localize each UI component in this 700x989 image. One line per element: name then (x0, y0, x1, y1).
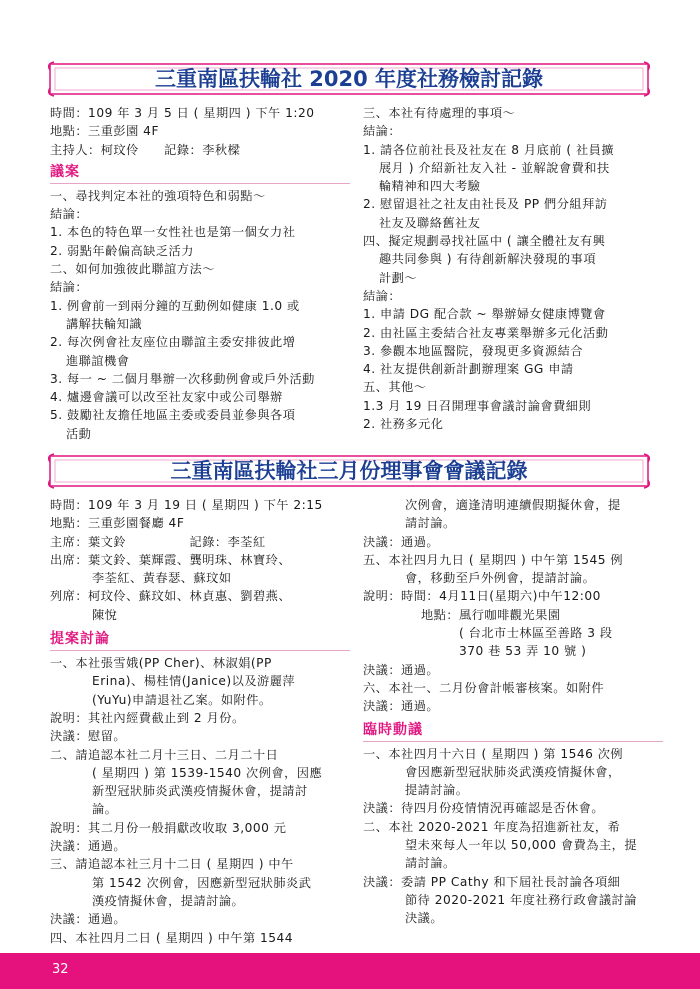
text-line: 展月 ) 介紹新社友入社 - 並解說會費和扶 (379, 160, 610, 175)
banner-title-2: 三重南區扶輪社三月份理事會會議記錄 (170, 459, 528, 483)
text-line: 二、請追認本社二月十三日、二月二十日 (50, 747, 279, 762)
text-line: 370 巷 53 弄 10 號 ) (459, 644, 587, 659)
text-line: 決議：委請 PP Cathy 和下屆社長討論各項細 (363, 874, 621, 889)
text-line: 說明：其二月份一般捐獻改收取 3,000 元 (50, 820, 287, 835)
text-line: 陳悅 (92, 607, 118, 622)
text-line: 李荃紅、黃春瑟、蘇玟如 (92, 571, 232, 586)
text-line: 結論： (50, 207, 89, 222)
text-line: 1.3 月 19 日召開理事會議討論會費細則 (363, 398, 592, 413)
text-line: 說明：時間：4月11日(星期六)中午12:00 (363, 589, 601, 604)
text-line: 五、其他～ (363, 380, 427, 395)
text-line: 活動 (66, 426, 92, 441)
text-line: 節待 2020-2021 年度社務行政會議討論 (405, 892, 637, 907)
text-line: 4. 爐邊會議可以改至社友家中或公司舉辦 (50, 390, 283, 405)
text-line: 輪精神和四大考驗 (379, 179, 481, 194)
text-line: 2. 弱點年齡偏高缺乏活力 (50, 243, 194, 258)
bottom-right-column (363, 496, 663, 928)
text-line: 望未來每人一年以 50,000 會費為主，提 (405, 838, 638, 853)
text-line: 論。 (92, 802, 118, 817)
text-line: 2. 由社區主委結合社友專業舉辦多元化活動 (363, 325, 609, 340)
text-line: 決議：通過。 (363, 534, 440, 549)
text-line: 地點：風行咖啡觀光果園 (421, 607, 561, 622)
text-line: 2. 慰留退社之社友由社長及 PP 們分組拜訪 (363, 197, 608, 212)
text-line: 進聯誼機會 (66, 353, 130, 368)
text-line: 會，移動至戶外例會，提請討論。 (405, 571, 596, 586)
text-line: 結論： (50, 280, 89, 295)
text-line: 2. 社務多元化 (363, 417, 444, 432)
text-line: 2. 每次例會社友座位由聯誼主委安排彼此增 (50, 335, 296, 350)
text-line: 主席：葉文鈴 記錄：李荃紅 (50, 534, 266, 549)
top-right-column (363, 104, 663, 433)
text-line: 五、本社四月九日 ( 星期四 ) 中午第 1545 例 (363, 552, 624, 567)
text-line: 四、本社四月二日 ( 星期四 ) 中午第 1544 (50, 930, 294, 945)
text-line: 結論： (363, 288, 402, 303)
text-line: 三、本社有待處理的事項～ (363, 106, 516, 120)
text-line: 列席：柯玟伶、蘇玟如、林貞惠、劉碧燕、 (50, 589, 292, 604)
section-heading-proposals: 提案討論 (50, 628, 350, 651)
banner-2 (46, 452, 652, 490)
text-line: 第 1542 次例會，因應新型冠狀肺炎武 (92, 875, 312, 890)
text-line: 3. 每一 ~ 二個月舉辦一次移動例會或戶外活動 (50, 371, 315, 386)
text-line: 1. 本色的特色單一女性社也是第一個女力社 (50, 225, 296, 240)
text-line: ( 星期四 ) 第 1539-1540 次例會，因應 (92, 765, 323, 780)
text-line: 決議：慰留。 (50, 729, 127, 744)
text-line: 六、本社一、二月份會計帳審核案。如附件 (363, 680, 605, 695)
meeting-time: 時間：109 年 3 月 5 日 ( 星期四 ) 下午 1:20 (50, 106, 315, 120)
text-line: 計劃～ (379, 270, 418, 285)
text-line: 請討論。 (405, 856, 456, 871)
text-line: 1. 例會前一到兩分鐘的互動例如健康 1.0 或 (50, 298, 300, 313)
footer-bar (0, 953, 700, 989)
text-line: 決議：待四月份疫情情況再確認是否休會。 (363, 801, 605, 816)
text-line: 三、請追認本社三月十二日 ( 星期四 ) 中午 (50, 857, 294, 872)
text-line: 會因應新型冠狀肺炎武漢疫情擬休會， (405, 764, 621, 779)
top-left-column (50, 104, 350, 443)
text-line: 提請討論。 (405, 783, 469, 798)
text-line: ( 台北市士林區至善路 3 段 (459, 626, 613, 641)
text-line: 4. 社友提供創新計劃辦理案 GG 申請 (363, 362, 574, 377)
text-line: 一、尋找判定本社的強項特色和弱點～ (50, 188, 266, 203)
text-line: 一、本社四月十六日 ( 星期四 ) 第 1546 次例 (363, 746, 624, 761)
text-line: 社友及聯絡舊社友 (379, 215, 481, 230)
text-line: 一、本社張雪娥(PP Cher)、林淑娟(PP (50, 656, 272, 671)
text-line: 四、擬定規劃尋找社區中 ( 讓全體社友有興 (363, 234, 606, 249)
banner-1 (46, 60, 652, 98)
text-line: 出席：葉文鈴、葉輝霞、龔明珠、林寶玲、 (50, 552, 292, 567)
text-line: 決議：通過。 (363, 662, 440, 677)
text-line: 3. 參觀本地區醫院，發現更多資源結合 (363, 343, 584, 358)
text-line: 二、本社 2020-2021 年度為招進新社友，希 (363, 819, 621, 834)
text-line: 二、如何加強彼此聯誼方法～ (50, 262, 215, 277)
text-line: 趣共同參與 ) 有待創新解決發現的事項 (379, 252, 597, 267)
page-number: 32 (52, 962, 69, 977)
meeting-place: 地點：三重彭園 4F (50, 124, 159, 139)
bottom-left-column (50, 496, 350, 947)
meeting-host: 主持人：柯玟伶 記錄：李秋樑 (50, 142, 241, 157)
text-line: 漢疫情擬休會，提請討論。 (92, 893, 245, 908)
section-heading-extempore-motions: 臨時動議 (363, 719, 663, 742)
text-line: 次例會，適逢清明連續假期擬休會，提 (405, 498, 621, 512)
text-line: 說明：其社內經費截止到 2 月份。 (50, 710, 245, 725)
section-heading-agenda: 議案 (50, 161, 350, 184)
text-line: 決議：通過。 (50, 839, 127, 854)
text-line: 講解扶輪知識 (66, 316, 143, 331)
text-line: 新型冠狀肺炎武漢疫情擬休會，提請討 (92, 784, 308, 799)
text-line: 請討論。 (405, 516, 456, 531)
text-line: 決議：通過。 (50, 912, 127, 927)
text-line: 1. 請各位前社長及社友在 8 月底前 ( 社員擴 (363, 142, 615, 157)
text-line: 決議：通過。 (363, 699, 440, 714)
text-line: 5. 鼓勵社友擔任地區主委或委員並參與各項 (50, 408, 296, 423)
text-line: 地點：三重彭園餐廳 4F (50, 516, 185, 531)
text-line: 結論： (363, 124, 402, 139)
text-line: 決議。 (405, 911, 444, 926)
text-line: Erina)、楊桂情(Janice)以及游麗萍 (92, 674, 296, 689)
text-line: 1. 申請 DG 配合款 ~ 舉辦婦女健康博覽會 (363, 307, 606, 322)
text-line: 時間：109 年 3 月 19 日 ( 星期四 ) 下午 2:15 (50, 498, 323, 512)
text-line: (YuYu)申請退社乙案。如附件。 (92, 692, 272, 707)
banner-title-1: 三重南區扶輪社 2020 年度社務檢討記錄 (154, 67, 544, 91)
